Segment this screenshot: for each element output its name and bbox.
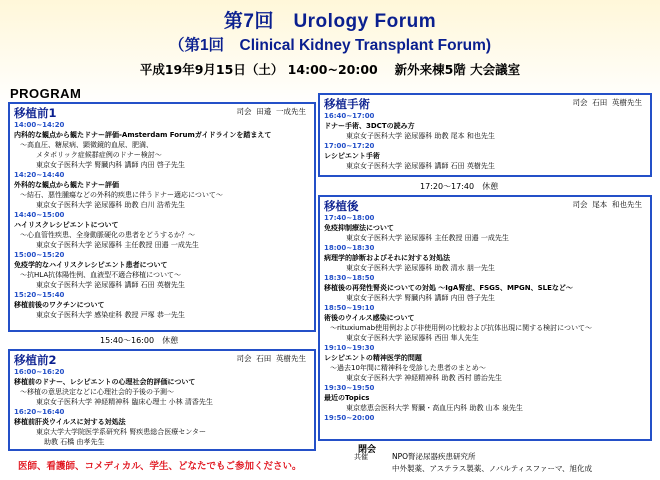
time-slot: 16:00~16:20 <box>14 368 65 376</box>
break-time-1: 15:40～16:00 休憩 <box>100 336 179 345</box>
program-line: レシピエント手術 <box>324 152 380 160</box>
session-box-post <box>318 195 652 441</box>
program-line: 東京女子医科大学 腎臓内科 講師 内田 啓子先生 <box>346 294 495 302</box>
time-slot: 18:50~19:10 <box>324 304 375 312</box>
program-line: 東京女子医科大学 泌尿器科 助教 白川 浩希先生 <box>36 201 185 209</box>
program-line: 移植前のドナー、レシピエントの心理社会的評価について <box>14 378 196 386</box>
program-line: 術後のウイルス感染について <box>324 314 415 322</box>
program-line: 東京大学大学院医学系研究科 腎疾患総合医療センター <box>36 428 206 436</box>
program-line: ～移植の意思決定などに心理社会的予後の予測～ <box>20 388 174 396</box>
sponsor-line-1: NPO腎泌尿器疾患研究所 <box>392 452 476 461</box>
program-line: 東京女子医科大学 神経精神科 助教 西村 勝治先生 <box>346 374 502 382</box>
time-slot: 18:00~18:30 <box>324 244 375 252</box>
date-venue: 平成19年9月15日（土） 14:00~20:00 新外来棟5階 大会議室 <box>139 62 521 77</box>
program-line: ～心血管性疾患、全身動脈硬化の患者をどうするか？～ <box>20 231 195 239</box>
time-slot: 16:20~16:40 <box>14 408 65 416</box>
program-line: 最近のTopics <box>324 394 370 402</box>
session-box-pre2 <box>8 349 316 451</box>
chairperson: 司会 田邉 一成先生 <box>236 107 306 116</box>
program-line: 東京女子医科大学 泌尿器科 西田 隼人先生 <box>346 334 479 342</box>
time-slot: 19:30~19:50 <box>324 384 375 392</box>
time-slot: 19:50~20:00 <box>324 414 375 422</box>
program-line: ～抗HLA抗体陽性例、血液型不適合移植について～ <box>20 271 181 279</box>
program-line: ～rituxiumab使用例および非使用例の比較および抗体出現に関する検討について～ <box>330 324 592 332</box>
chairperson: 司会 石田 英樹先生 <box>572 98 642 107</box>
program-label: PROGRAM <box>10 86 82 101</box>
forum-title: 第7回 Urology Forum <box>223 11 437 32</box>
time-slot: 14:40~15:00 <box>14 211 65 219</box>
session-title: 移植前2 <box>14 353 57 367</box>
cosponsor-label: 共催 <box>354 453 368 461</box>
program-line: 免疫抑制療法について <box>324 224 394 232</box>
time-slot: 15:20~15:40 <box>14 291 65 299</box>
time-slot: 19:10~19:30 <box>324 344 375 352</box>
time-slot: 16:40~17:00 <box>324 112 375 120</box>
program-line: ～結石、悪性腫瘍などの外科的疾患に伴うドナー適応について～ <box>20 191 223 199</box>
closing-label: 閉会 <box>358 445 377 455</box>
program-line: 東京女子医科大学 泌尿器科 主任教授 田邉 一成先生 <box>346 234 509 242</box>
program-line: 東京女子医科大学 神経精神科 臨床心理士 小林 清香先生 <box>36 398 213 406</box>
session-title: 移植手術 <box>324 97 370 111</box>
session-items <box>320 213 650 423</box>
forum-subtitle: （第1回 Clinical Kidney Transplant Forum) <box>168 37 492 54</box>
chairperson: 司会 尾本 和也先生 <box>572 200 642 209</box>
time-slot: 14:00~14:20 <box>14 121 65 129</box>
program-line: 移植前肝炎ウイルスに対する対処法 <box>14 418 126 426</box>
program-line: 東京女子医科大学 腎臓内科 講師 内田 啓子先生 <box>36 161 185 169</box>
program-line: 東京慈恵会医科大学 腎臓・高血圧内科 助教 山本 泉先生 <box>346 404 523 412</box>
program-line: 東京女子医科大学 泌尿器科 主任教授 田邉 一成先生 <box>36 241 199 249</box>
session-box-pre1 <box>8 102 316 332</box>
program-line: ～過去10年間に精神科を受診した患者のまとめ～ <box>330 364 486 372</box>
break-time-2: 17:20～17:40 休憩 <box>420 182 499 191</box>
program-line: 東京女子医科大学 泌尿器科 助教 清水 朋一先生 <box>346 264 495 272</box>
sponsor-line-2: 中外製薬、アステラス製薬、ノバルティスファーマ、旭化成 <box>392 464 593 473</box>
time-slot: 14:20~14:40 <box>14 171 65 179</box>
program-line: 助教 石橋 由孝先生 <box>44 438 105 446</box>
time-slot: 18:30~18:50 <box>324 274 375 282</box>
session-title: 移植前1 <box>14 106 57 120</box>
program-line: レシピエントの精神医学的問題 <box>324 354 422 362</box>
program-line: 移植後の再発性腎炎についての対処 ～IgA腎症、FSGS、MPGN、SLEなど～ <box>324 284 573 292</box>
program-line: 東京女子医科大学 泌尿器科 助教 尾本 和也先生 <box>346 132 495 140</box>
program-line: 東京女子医科大学 感染症科 教授 戸塚 恭一先生 <box>36 311 185 319</box>
session-title: 移植後 <box>324 199 359 213</box>
program-line: メタボリック症候群症例のドナー検討～ <box>36 151 162 159</box>
session-items <box>10 367 314 447</box>
program-line: ～高血圧、糖尿病、顕微鏡的血尿、肥満、 <box>20 141 153 149</box>
program-line: 外科的な観点から観たドナー評価 <box>14 181 119 189</box>
program-line: 移植前後のワクチンについて <box>14 301 105 309</box>
session-items <box>320 111 650 171</box>
time-slot: 17:40~18:00 <box>324 214 375 222</box>
program-line: 免疫学的なハイリスクレシピエント患者について <box>14 261 168 269</box>
program-line: ドナー手術、3DCTの読み方 <box>324 122 415 130</box>
program-line: 東京女子医科大学 泌尿器科 講師 石田 英樹先生 <box>36 281 185 289</box>
time-slot: 15:00~15:20 <box>14 251 65 259</box>
session-items <box>10 120 314 320</box>
program-line: ハイリスクレシピエントについて <box>14 221 119 229</box>
session-box-surgery <box>318 93 652 177</box>
program-line: 東京女子医科大学 泌尿器科 講師 石田 英樹先生 <box>346 162 495 170</box>
participation-note: 医師、看護師、コメディカル、学生、どなたでもご参加ください。 <box>18 461 302 472</box>
program-line: 病理学的診断およびそれに対する対処法 <box>324 254 450 262</box>
program-line: 内科的な観点から観たドナー評価-Amsterdam Forumガイドラインを踏まえて <box>14 131 272 139</box>
time-slot: 17:00~17:20 <box>324 142 375 150</box>
chairperson: 司会 石田 英樹先生 <box>236 354 306 363</box>
